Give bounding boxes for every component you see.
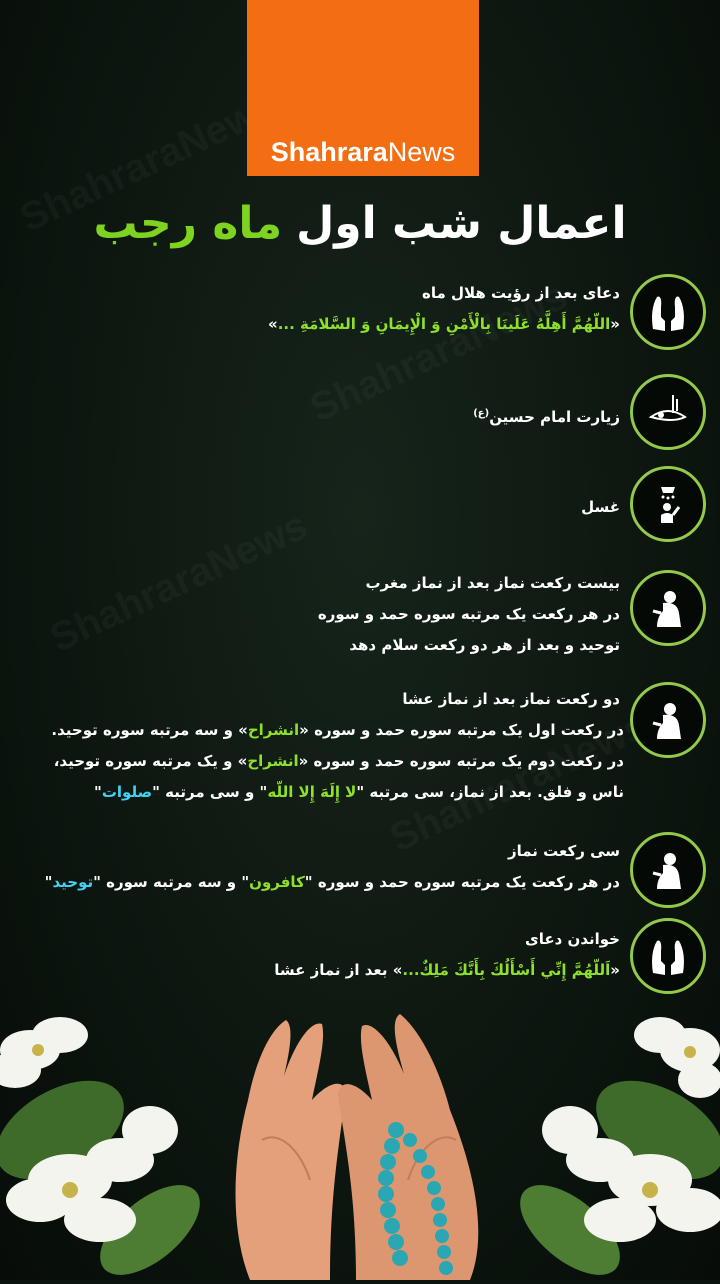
item7-line2-suffix: » بعد از نماز عشا <box>274 961 403 979</box>
praying-hands-icon <box>630 274 706 350</box>
item5-line1: دو رکعت نماز بعد از نماز عشا <box>402 690 620 708</box>
title-part1: اعمال شب اول <box>296 197 627 249</box>
item5-line2-green: انشراح <box>247 721 300 739</box>
imam-hussein-calligraphy-icon <box>630 374 706 450</box>
item4-line3: توحید و بعد از هر دو رکعت سلام دهد <box>349 636 620 654</box>
item4-line2: در هر رکعت یک مرتبه سوره حمد و سوره <box>317 605 620 623</box>
title-part2: ماه رجب <box>93 197 283 249</box>
item5-line3-green: انشراح <box>247 752 299 770</box>
item1-dua: اللّهُمَّ أَهِلَّهُ عَلَينَا بِالْأَمْنِ وَ الْإِيمَانِ وَ السَّلامَةِ ... <box>277 315 611 333</box>
praying-hands-illustration <box>0 980 720 1280</box>
item5-line4b: " و سی مرتبه " <box>152 783 268 801</box>
item4-line1: بیست رکعت نماز بعد از نماز مغرب <box>365 574 620 592</box>
item5-line4d: " <box>94 783 102 801</box>
item5-line2b: » و سه مرتبه سوره توحید. <box>51 721 248 739</box>
praying-woman-icon <box>630 832 706 908</box>
item2-line1: زیارت امام حسین <box>489 408 620 426</box>
brand-light: News <box>387 137 456 167</box>
praying-woman-icon <box>630 570 706 646</box>
item2-sup: (ع) <box>473 408 490 419</box>
item1-line1: دعای بعد از رؤیت هلال ماه <box>421 284 620 302</box>
brand-logo <box>247 0 479 176</box>
brand-bold: Shahrara <box>270 137 388 167</box>
quote-close: » <box>268 315 278 333</box>
item6-line2a: در هر رکعت یک مرتبه سوره حمد و سوره " <box>304 873 620 891</box>
item6-line2d: " <box>44 873 53 891</box>
item5-line4-green: لا إِلَهَ إِلا اللّه <box>267 783 357 801</box>
item5-line3b: » و یک مرتبه سوره توحید، <box>53 752 248 770</box>
item6-line2-green: کافرون <box>249 873 305 891</box>
item6-line2b: " و سه مرتبه سوره " <box>93 873 250 891</box>
quote-open: « <box>610 315 620 333</box>
shower-icon <box>630 466 706 542</box>
item7-line1: خواندن دعای <box>524 930 620 948</box>
item6-line2-cyan: توحید <box>52 873 94 891</box>
page-title <box>0 188 720 258</box>
flower-right <box>505 1017 720 1280</box>
item6-line1: سی رکعت نماز <box>507 842 620 860</box>
item7-dua: اَللّهُمَّ إِنِّي أَسْأَلُكَ بِأَنَّكَ مَلِكٌ... <box>402 961 611 979</box>
flower-left <box>0 1017 215 1280</box>
item5-line2a: در رکعت اول یک مرتبه سوره حمد و سوره « <box>299 721 624 739</box>
praying-woman-icon <box>630 682 706 758</box>
item5-line4-cyan: صلوات <box>101 783 153 801</box>
quote-open: « <box>610 961 620 979</box>
item5-line3a: در رکعت دوم یک مرتبه سوره حمد و سوره « <box>298 752 624 770</box>
item5-line4a: ناس و فلق. بعد از نماز، سی مرتبه " <box>356 783 624 801</box>
item3-line1: غسل <box>581 498 620 516</box>
